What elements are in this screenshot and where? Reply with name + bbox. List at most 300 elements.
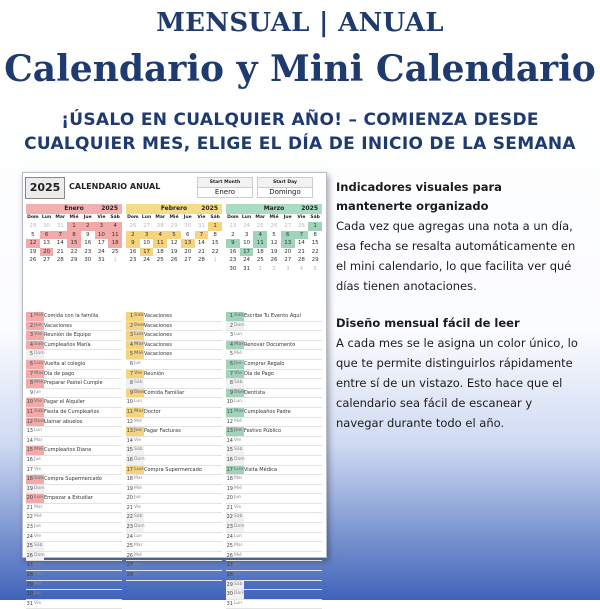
day-row[interactable] <box>126 331 222 341</box>
day-row[interactable] <box>226 571 322 581</box>
mini-calendar-day[interactable]: 10 <box>95 231 109 240</box>
day-row[interactable] <box>126 494 222 504</box>
day-row[interactable] <box>126 446 222 456</box>
mini-calendar-day[interactable]: 21 <box>56 248 64 255</box>
mini-calendar-day[interactable]: 23 <box>229 223 237 229</box>
day-note[interactable] <box>44 513 122 522</box>
day-note[interactable] <box>44 600 122 609</box>
mini-calendar-day[interactable]: 7 <box>295 231 309 240</box>
day-note[interactable] <box>144 360 222 369</box>
day-row[interactable] <box>126 360 222 370</box>
day-note[interactable] <box>144 418 222 427</box>
mini-calendar-day[interactable]: 14 <box>56 240 64 246</box>
day-row[interactable] <box>226 408 322 418</box>
day-note[interactable] <box>44 466 122 475</box>
day-note[interactable]: Renovar Documento <box>244 341 296 348</box>
day-row[interactable] <box>26 561 122 571</box>
day-row[interactable] <box>126 312 222 322</box>
day-note[interactable] <box>244 446 322 455</box>
mini-calendar-day[interactable]: 17 <box>240 248 254 257</box>
mini-calendar-day[interactable]: 24 <box>143 257 151 263</box>
mini-calendar-day[interactable]: 31 <box>197 223 205 229</box>
day-row[interactable] <box>226 370 322 380</box>
day-note[interactable]: Dentista <box>244 389 266 396</box>
day-note[interactable]: Vacaciones <box>144 322 172 329</box>
mini-calendar-day[interactable]: 6 <box>185 231 190 238</box>
mini-calendar-day[interactable]: 29 <box>170 223 178 229</box>
day-row[interactable] <box>26 533 122 543</box>
day-note[interactable] <box>244 485 322 494</box>
mini-calendar-day[interactable]: 27 <box>284 257 292 263</box>
mini-calendar-day[interactable]: 4 <box>153 231 167 240</box>
day-note[interactable] <box>144 561 222 570</box>
day-note[interactable]: Cumpleaños María <box>44 341 91 348</box>
day-row[interactable] <box>126 504 222 514</box>
day-note[interactable]: Visita Médica <box>244 466 278 473</box>
day-note[interactable]: Doctor <box>144 408 161 415</box>
day-note[interactable]: Llamar abuelos <box>44 418 83 425</box>
day-note[interactable] <box>44 590 122 599</box>
day-note[interactable] <box>144 446 222 455</box>
day-note[interactable]: Vacaciones <box>44 322 72 329</box>
day-row[interactable] <box>26 552 122 562</box>
day-row[interactable] <box>26 341 122 351</box>
mini-calendar-day[interactable]: 25 <box>256 223 264 229</box>
day-row[interactable] <box>26 456 122 466</box>
day-note[interactable] <box>144 571 222 580</box>
day-note[interactable] <box>44 542 122 551</box>
day-note[interactable] <box>144 437 222 446</box>
mini-calendar-day[interactable]: 30 <box>43 223 51 229</box>
day-note[interactable] <box>144 523 222 532</box>
day-note[interactable] <box>144 379 222 388</box>
day-note[interactable]: Reunión <box>144 370 165 377</box>
day-note[interactable] <box>244 437 322 446</box>
day-row[interactable] <box>226 600 322 609</box>
mini-calendar-day[interactable]: 21 <box>197 248 205 255</box>
day-note[interactable] <box>244 331 322 340</box>
mini-calendar-day[interactable]: 15 <box>311 240 319 246</box>
mini-calendar-day[interactable]: 11 <box>253 239 267 248</box>
mini-calendar-day[interactable]: 5 <box>272 231 276 238</box>
day-row[interactable] <box>26 571 122 581</box>
mini-calendar-day[interactable]: 5 <box>313 265 317 272</box>
mini-calendar-day[interactable]: 14 <box>197 240 205 246</box>
mini-calendar-day[interactable]: 6 <box>40 231 54 240</box>
day-row[interactable] <box>126 523 222 533</box>
day-row[interactable] <box>226 389 322 399</box>
day-row[interactable] <box>26 590 122 600</box>
day-row[interactable] <box>126 437 222 447</box>
mini-calendar-day[interactable]: 22 <box>311 248 319 255</box>
day-note[interactable] <box>244 571 322 580</box>
mini-calendar-day[interactable]: 29 <box>311 257 319 263</box>
mini-calendar-day[interactable]: 29 <box>70 257 78 263</box>
day-note[interactable] <box>244 475 322 484</box>
start-month-select[interactable]: Enero <box>197 188 253 198</box>
mini-calendar-day[interactable]: 15 <box>67 239 81 248</box>
day-note[interactable] <box>44 456 122 465</box>
day-row[interactable] <box>226 494 322 504</box>
day-note[interactable] <box>44 427 122 436</box>
day-row[interactable] <box>126 542 222 552</box>
day-note[interactable] <box>244 581 322 590</box>
year-cell[interactable]: 2025 <box>25 177 65 199</box>
day-row[interactable] <box>126 513 222 523</box>
mini-calendar-day[interactable]: 23 <box>229 257 237 263</box>
day-weekday: Jue <box>34 389 41 395</box>
day-note[interactable] <box>244 398 322 407</box>
mini-calendar-day[interactable]: 28 <box>297 257 305 263</box>
mini-calendar-day[interactable]: 9 <box>126 239 140 248</box>
day-row[interactable] <box>26 418 122 428</box>
day-note[interactable] <box>244 552 322 561</box>
mini-calendar-day[interactable]: 16 <box>84 240 92 246</box>
day-row[interactable] <box>26 600 122 609</box>
day-row[interactable] <box>226 485 322 495</box>
mini-calendar-day[interactable]: 20 <box>184 248 192 255</box>
day-note[interactable] <box>144 552 222 561</box>
day-row[interactable] <box>26 466 122 476</box>
day-row[interactable] <box>126 571 222 581</box>
mini-calendar-day[interactable]: 2 <box>126 231 140 240</box>
day-row[interactable] <box>126 552 222 562</box>
mini-calendar-day[interactable]: 3 <box>285 265 290 272</box>
mini-calendar-day[interactable]: 1 <box>258 265 263 272</box>
day-row[interactable] <box>226 322 322 332</box>
day-row[interactable] <box>226 437 322 447</box>
mini-calendar-day[interactable]: 19 <box>170 248 178 255</box>
mini-calendar-day[interactable]: 10 <box>143 240 151 246</box>
mini-calendar-day[interactable]: 2 <box>272 265 276 272</box>
mini-calendar-day[interactable]: 8 <box>213 231 217 238</box>
day-row[interactable] <box>226 312 322 322</box>
mini-calendar-day[interactable]: 31 <box>97 257 105 263</box>
day-row[interactable] <box>226 466 322 476</box>
day-note[interactable] <box>44 350 122 359</box>
mini-calendar-day[interactable]: 17 <box>97 240 105 246</box>
mini-calendar-day[interactable]: 19 <box>270 248 278 255</box>
mini-calendar-day[interactable]: 3 <box>140 231 154 240</box>
day-note[interactable] <box>244 523 322 532</box>
mini-calendar-day[interactable]: 16 <box>129 248 137 255</box>
day-row[interactable] <box>226 341 322 351</box>
day-note[interactable]: Día de pago <box>44 370 75 377</box>
mini-calendar-day[interactable]: 1 <box>308 222 322 231</box>
day-note[interactable] <box>144 475 222 484</box>
day-note[interactable]: Pagar Facturas <box>144 428 181 435</box>
mini-calendar-day[interactable]: 11 <box>108 231 122 240</box>
day-row[interactable] <box>26 475 122 485</box>
month-header <box>226 204 322 214</box>
mini-calendar-day[interactable]: 5 <box>167 231 181 240</box>
day-note[interactable] <box>44 504 122 513</box>
day-row[interactable] <box>226 398 322 408</box>
mini-calendar-day[interactable]: 26 <box>129 223 137 229</box>
day-weekday: Mar <box>134 476 143 482</box>
day-note[interactable]: Vuelta al colegio <box>44 360 86 367</box>
mini-calendar-day[interactable]: 23 <box>129 257 137 263</box>
mini-calendar-day[interactable]: 2 <box>81 222 95 231</box>
day-note[interactable] <box>244 533 322 542</box>
day-note[interactable]: Reunión de Equipo <box>44 332 91 339</box>
mini-calendar-day[interactable]: 4 <box>299 265 304 272</box>
day-note[interactable] <box>244 504 322 513</box>
mini-calendar-day[interactable]: 9 <box>226 239 240 248</box>
day-row[interactable] <box>226 561 322 571</box>
day-note[interactable]: Vacaciones <box>144 341 172 348</box>
mini-calendar-day[interactable]: 30 <box>184 223 192 229</box>
day-note[interactable]: Vacaciones <box>144 313 172 319</box>
day-row[interactable] <box>26 494 122 504</box>
mini-calendar-day[interactable]: 26 <box>170 257 178 263</box>
day-note[interactable] <box>144 513 222 522</box>
day-row[interactable] <box>26 312 122 322</box>
day-note[interactable] <box>144 398 222 407</box>
day-note[interactable] <box>44 561 122 570</box>
weekday-label: Vie <box>197 215 206 220</box>
mini-calendar-day[interactable]: 13 <box>281 239 295 248</box>
day-row[interactable] <box>126 427 222 437</box>
day-note[interactable] <box>244 600 322 609</box>
day-note[interactable] <box>244 322 322 331</box>
day-note[interactable] <box>144 533 222 542</box>
day-row[interactable] <box>226 418 322 428</box>
mini-calendar-day[interactable]: 19 <box>29 248 37 255</box>
day-row[interactable] <box>126 408 222 418</box>
mini-calendar-day[interactable]: 11 <box>153 239 167 248</box>
day-note[interactable] <box>244 418 322 427</box>
day-note[interactable] <box>244 542 322 551</box>
day-row[interactable] <box>226 475 322 485</box>
mini-calendar-day[interactable]: 17 <box>140 248 154 257</box>
mini-calendar-day[interactable]: 28 <box>297 223 305 229</box>
day-note[interactable] <box>44 581 122 590</box>
mini-calendar-day[interactable]: 12 <box>170 240 178 246</box>
mini-calendar-day[interactable]: 13 <box>181 239 195 248</box>
mini-calendar-day[interactable]: 25 <box>256 257 264 263</box>
mini-calendar-day[interactable]: 22 <box>70 248 78 255</box>
day-row[interactable] <box>226 427 322 437</box>
day-row[interactable] <box>226 533 322 543</box>
day-row[interactable] <box>26 350 122 360</box>
day-row[interactable] <box>26 398 122 408</box>
day-row[interactable] <box>226 581 322 591</box>
mini-calendar-day[interactable]: 8 <box>313 231 317 238</box>
mini-calendar-day[interactable]: 31 <box>56 223 64 229</box>
day-note[interactable] <box>44 523 122 532</box>
day-row[interactable] <box>226 513 322 523</box>
mini-calendar-day[interactable]: 14 <box>297 240 305 246</box>
mini-calendar-day[interactable]: 12 <box>26 239 40 248</box>
mini-calendar-day[interactable]: 25 <box>156 257 164 263</box>
day-note[interactable]: Comida con la familia <box>44 313 99 319</box>
day-note[interactable] <box>44 389 122 398</box>
day-note[interactable] <box>44 571 122 580</box>
day-note[interactable]: Día de Pago <box>244 370 274 377</box>
day-note[interactable]: Pagar el Alquiler <box>44 399 85 406</box>
day-note[interactable] <box>144 456 222 465</box>
mini-calendar-day[interactable]: 1 <box>67 222 81 231</box>
day-note[interactable]: Vacaciones <box>144 332 172 339</box>
day-note[interactable]: Comprar Regalo <box>244 360 285 367</box>
mini-calendar-day[interactable]: 1 <box>208 222 222 231</box>
day-row[interactable] <box>126 466 222 476</box>
day-note[interactable] <box>244 456 322 465</box>
mini-calendar-day[interactable]: 24 <box>243 257 251 263</box>
mini-calendar-day[interactable]: 28 <box>197 257 205 263</box>
day-note[interactable] <box>244 590 322 599</box>
mini-calendar-day[interactable]: 28 <box>156 223 164 229</box>
day-row[interactable] <box>226 456 322 466</box>
mini-calendar-day[interactable]: 4 <box>108 222 122 231</box>
day-note[interactable] <box>244 561 322 570</box>
mini-calendar-day[interactable]: 7 <box>53 231 67 240</box>
mini-calendar-day[interactable]: 1 <box>213 257 217 263</box>
day-note[interactable] <box>44 533 122 542</box>
mini-calendar-day[interactable]: 4 <box>253 231 267 240</box>
day-row[interactable] <box>226 542 322 552</box>
mini-calendar-day[interactable]: 26 <box>270 223 278 229</box>
mini-calendar-day[interactable]: 25 <box>111 248 119 255</box>
mini-calendar-day[interactable]: 2 <box>231 231 235 238</box>
mini-calendar-day[interactable]: 16 <box>229 248 237 255</box>
day-number: 22 <box>26 514 33 521</box>
mini-calendar-day[interactable]: 9 <box>85 231 90 238</box>
day-note[interactable] <box>244 350 322 359</box>
mini-calendar-day[interactable]: 27 <box>184 257 192 263</box>
day-note[interactable] <box>244 379 322 388</box>
day-row[interactable] <box>226 523 322 533</box>
day-row[interactable] <box>226 331 322 341</box>
mini-calendar-day[interactable]: 26 <box>270 257 278 263</box>
day-note[interactable] <box>144 504 222 513</box>
day-row[interactable] <box>26 504 122 514</box>
day-row[interactable] <box>26 389 122 399</box>
day-note[interactable] <box>144 542 222 551</box>
day-row[interactable] <box>126 379 222 389</box>
day-row[interactable] <box>126 341 222 351</box>
day-row[interactable] <box>126 389 222 399</box>
day-note[interactable]: Festivo Público <box>244 428 282 435</box>
mini-calendar-day[interactable]: 30 <box>84 257 92 263</box>
mini-calendar-day[interactable]: 23 <box>84 248 92 255</box>
day-note[interactable]: Comida Familiar <box>144 389 185 396</box>
day-note[interactable] <box>144 485 222 494</box>
mini-calendar-day[interactable]: 13 <box>43 240 51 246</box>
day-row[interactable] <box>26 437 122 447</box>
day-row[interactable] <box>226 504 322 514</box>
mini-calendar-day[interactable]: 7 <box>195 231 209 240</box>
day-row[interactable] <box>26 513 122 523</box>
day-row[interactable] <box>26 523 122 533</box>
day-row[interactable] <box>26 542 122 552</box>
day-row[interactable] <box>126 533 222 543</box>
day-row[interactable] <box>126 418 222 428</box>
mini-calendar-day[interactable]: 21 <box>297 248 305 255</box>
mini-calendar-day[interactable]: 28 <box>56 257 64 263</box>
day-row[interactable] <box>26 322 122 332</box>
start-day-select[interactable]: Domingo <box>257 188 313 198</box>
day-row[interactable] <box>226 379 322 389</box>
day-row[interactable] <box>126 485 222 495</box>
mini-calendar-day[interactable]: 29 <box>29 223 37 229</box>
day-row[interactable] <box>226 350 322 360</box>
mini-calendar-day[interactable]: 27 <box>143 223 151 229</box>
day-row[interactable] <box>226 552 322 562</box>
day-row[interactable] <box>26 370 122 380</box>
day-row[interactable] <box>126 350 222 360</box>
mini-calendar-day[interactable]: 10 <box>243 240 251 246</box>
day-note[interactable]: Compra Supermercado <box>44 476 102 483</box>
mini-calendar-day[interactable]: 3 <box>244 231 249 238</box>
day-row[interactable] <box>126 561 222 571</box>
day-row[interactable] <box>26 446 122 456</box>
day-note[interactable]: Escribe Tu Evento Aquí <box>244 313 301 319</box>
mini-calendar-day[interactable]: 27 <box>43 257 51 263</box>
day-note[interactable]: Fiesta de Cumpleaños <box>44 408 100 415</box>
day-note[interactable] <box>44 552 122 561</box>
day-note[interactable] <box>144 494 222 503</box>
mini-calendar-day[interactable]: 20 <box>284 248 292 255</box>
mini-calendar-day[interactable]: 31 <box>243 265 251 272</box>
day-row[interactable] <box>26 379 122 389</box>
day-row[interactable] <box>226 360 322 370</box>
day-note[interactable]: Compra Supermercado <box>144 466 202 473</box>
mini-calendar-day[interactable]: 20 <box>40 248 54 257</box>
mini-calendar-day[interactable]: 6 <box>281 231 295 240</box>
day-row[interactable] <box>126 370 222 380</box>
day-row[interactable] <box>126 475 222 485</box>
mini-calendar-day[interactable]: 22 <box>211 248 219 255</box>
day-row[interactable] <box>26 581 122 591</box>
day-note[interactable] <box>244 494 322 503</box>
day-note[interactable]: Empezar a Estudiar <box>44 495 93 502</box>
mini-calendar-day[interactable]: 15 <box>211 240 219 246</box>
mini-calendar-day[interactable]: 3 <box>95 222 109 231</box>
day-note[interactable]: Preparar Pastel Cumple <box>44 380 103 387</box>
day-note[interactable] <box>44 485 122 494</box>
day-note[interactable]: Vacaciones <box>144 351 172 358</box>
day-row[interactable] <box>126 456 222 466</box>
mini-calendar-day[interactable]: 27 <box>284 223 292 229</box>
day-row[interactable] <box>26 427 122 437</box>
day-row[interactable] <box>226 590 322 600</box>
mini-calendar-day[interactable]: 26 <box>29 257 37 263</box>
mini-calendar-day[interactable]: 12 <box>270 240 278 246</box>
day-row[interactable] <box>26 331 122 341</box>
day-note[interactable] <box>244 513 322 522</box>
day-row[interactable] <box>26 360 122 370</box>
day-note[interactable] <box>44 437 122 446</box>
mini-calendar-day[interactable]: 18 <box>108 239 122 248</box>
day-note[interactable]: Cumpleaños Padre <box>244 408 291 415</box>
mini-calendar-day[interactable]: 18 <box>156 248 164 255</box>
mini-calendar-day[interactable]: 5 <box>31 231 35 238</box>
mini-calendar-day[interactable]: 24 <box>243 223 251 229</box>
day-row[interactable] <box>126 322 222 332</box>
mini-calendar-day[interactable]: 1 <box>113 257 117 263</box>
mini-calendar-day[interactable]: 24 <box>97 248 105 255</box>
day-note[interactable]: Cumpleaños Diana <box>44 447 92 454</box>
day-row[interactable] <box>226 446 322 456</box>
mini-calendar-day[interactable]: 18 <box>256 248 264 255</box>
day-row[interactable] <box>26 485 122 495</box>
mini-calendar-day[interactable]: 8 <box>67 231 81 240</box>
day-row[interactable] <box>26 408 122 418</box>
mini-calendar-day[interactable]: 30 <box>229 265 237 272</box>
day-row[interactable] <box>126 398 222 408</box>
